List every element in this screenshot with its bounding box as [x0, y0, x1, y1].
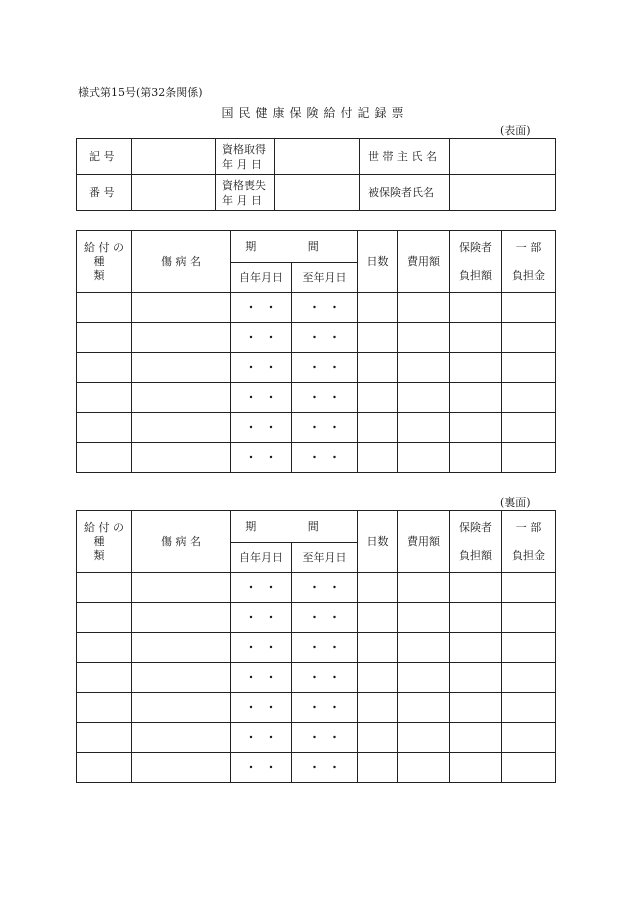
- date-separator: ・: [329, 700, 340, 714]
- col-partial-payment: 一 部 負担金: [502, 511, 556, 573]
- benefit-type-cell[interactable]: [77, 353, 132, 383]
- disease-name-cell[interactable]: [132, 693, 231, 723]
- benefit-type-cell[interactable]: [77, 413, 132, 443]
- cost-cell[interactable]: [398, 323, 450, 353]
- insurer-share-cell[interactable]: [450, 573, 502, 603]
- label-bango: 番 号: [77, 175, 132, 211]
- label-kigo: 記 号: [77, 139, 132, 175]
- to-date-cell[interactable]: [292, 753, 358, 783]
- benefit-type-cell[interactable]: [77, 663, 132, 693]
- table-row: [77, 383, 556, 413]
- partial-payment-cell[interactable]: [502, 753, 556, 783]
- from-date-cell[interactable]: [231, 603, 292, 633]
- table-row: [77, 633, 556, 663]
- cost-cell[interactable]: [398, 723, 450, 753]
- disease-name-cell[interactable]: [132, 573, 231, 603]
- col-from-date: 自年月日: [231, 543, 292, 573]
- cost-cell[interactable]: [398, 383, 450, 413]
- to-date-cell[interactable]: [292, 723, 358, 753]
- date-separator: ・: [329, 450, 340, 464]
- benefit-type-cell[interactable]: [77, 383, 132, 413]
- to-date-cell[interactable]: [292, 693, 358, 723]
- date-separator: ・: [265, 450, 277, 464]
- insurer-share-cell[interactable]: [450, 693, 502, 723]
- label-insured: 被保険者氏名: [360, 175, 450, 211]
- insurer-share-cell[interactable]: [450, 293, 502, 323]
- disease-name-cell[interactable]: [132, 663, 231, 693]
- table-row: [77, 323, 556, 353]
- benefit-table-front-body: [77, 231, 556, 473]
- cost-cell[interactable]: [398, 413, 450, 443]
- from-date-cell[interactable]: [231, 323, 292, 353]
- label-lost-date: 資格喪失 年 月 日: [216, 175, 275, 211]
- to-date-cell[interactable]: [292, 323, 358, 353]
- partial-payment-cell[interactable]: [502, 323, 556, 353]
- cost-cell[interactable]: [398, 753, 450, 783]
- side-label-front: (表面): [500, 124, 531, 137]
- date-separator: ・: [309, 330, 320, 344]
- to-date-cell[interactable]: [292, 413, 358, 443]
- col-days: 日数: [358, 511, 398, 573]
- col-insurer-share: 保険者 負担額: [450, 511, 502, 573]
- date-separator: ・: [265, 330, 277, 344]
- table-row: [77, 443, 556, 473]
- partial-payment-cell[interactable]: [502, 443, 556, 473]
- table-row: [77, 413, 556, 443]
- date-separator: ・: [309, 640, 320, 654]
- date-separator: ・: [309, 360, 320, 374]
- date-separator: ・: [245, 730, 257, 744]
- col-partial-payment: 一 部 負担金: [502, 231, 556, 293]
- date-separator: ・: [309, 580, 320, 594]
- insurer-share-cell[interactable]: [450, 723, 502, 753]
- date-separator: ・: [309, 390, 320, 404]
- insured-value-cell[interactable]: [450, 175, 556, 211]
- date-separator: ・: [245, 610, 257, 624]
- to-date-cell[interactable]: [292, 353, 358, 383]
- days-cell[interactable]: [358, 293, 398, 323]
- from-date-cell[interactable]: [231, 753, 292, 783]
- cost-cell[interactable]: [398, 573, 450, 603]
- date-separator: ・: [265, 700, 277, 714]
- to-date-cell[interactable]: [292, 383, 358, 413]
- col-benefit-type: 給 付 の 種 類: [77, 231, 132, 293]
- date-separator: ・: [265, 670, 277, 684]
- insurer-share-cell[interactable]: [450, 663, 502, 693]
- date-separator: ・: [265, 760, 277, 774]
- days-cell[interactable]: [358, 663, 398, 693]
- date-separator: ・: [265, 730, 277, 744]
- disease-name-cell[interactable]: [132, 633, 231, 663]
- to-date-cell[interactable]: [292, 443, 358, 473]
- cost-cell[interactable]: [398, 603, 450, 633]
- benefit-type-cell[interactable]: [77, 573, 132, 603]
- days-cell[interactable]: [358, 353, 398, 383]
- col-cost: 費用額: [398, 511, 450, 573]
- col-period: 期 間: [231, 231, 358, 263]
- date-separator: ・: [309, 760, 320, 774]
- from-date-cell[interactable]: [231, 293, 292, 323]
- insurer-share-cell[interactable]: [450, 323, 502, 353]
- partial-payment-cell[interactable]: [502, 293, 556, 323]
- date-separator: ・: [329, 360, 340, 374]
- acquired-date-cell[interactable]: [275, 139, 360, 175]
- partial-payment-cell[interactable]: [502, 693, 556, 723]
- date-separator: ・: [329, 580, 340, 594]
- table-row: [77, 693, 556, 723]
- label-householder: 世 帯 主 氏 名: [360, 139, 450, 175]
- date-separator: ・: [309, 730, 320, 744]
- benefit-table-back-body: [77, 511, 556, 783]
- days-cell[interactable]: [358, 693, 398, 723]
- date-separator: ・: [245, 580, 257, 594]
- to-date-cell[interactable]: [292, 663, 358, 693]
- date-separator: ・: [329, 420, 340, 434]
- benefit-type-cell[interactable]: [77, 443, 132, 473]
- kigo-value-cell[interactable]: [132, 139, 216, 175]
- bango-value-cell[interactable]: [132, 175, 216, 211]
- disease-name-cell[interactable]: [132, 353, 231, 383]
- table-row: [77, 573, 556, 603]
- benefit-table-front: [76, 230, 556, 473]
- date-separator: ・: [265, 580, 277, 594]
- from-date-cell[interactable]: [231, 353, 292, 383]
- days-cell[interactable]: [358, 573, 398, 603]
- disease-name-cell[interactable]: [132, 443, 231, 473]
- date-separator: ・: [309, 670, 320, 684]
- benefit-type-cell[interactable]: [77, 323, 132, 353]
- col-from-date: 自年月日: [231, 263, 292, 293]
- lost-date-cell[interactable]: [275, 175, 360, 211]
- date-separator: ・: [265, 640, 277, 654]
- label-acquired-date: 資格取得 年 月 日: [216, 139, 275, 175]
- col-disease-name: 傷 病 名: [132, 511, 231, 573]
- insurer-share-cell[interactable]: [450, 753, 502, 783]
- benefit-type-cell[interactable]: [77, 603, 132, 633]
- days-cell[interactable]: [358, 633, 398, 663]
- col-period: 期 間: [231, 511, 358, 543]
- side-label-back: (裏面): [500, 496, 531, 509]
- disease-name-cell[interactable]: [132, 603, 231, 633]
- page-title: 国民健康保険給付記録票: [221, 106, 409, 120]
- date-separator: ・: [245, 330, 257, 344]
- table-row: [77, 353, 556, 383]
- date-separator: ・: [309, 450, 320, 464]
- from-date-cell[interactable]: [231, 383, 292, 413]
- householder-value-cell[interactable]: [450, 139, 556, 175]
- partial-payment-cell[interactable]: [502, 723, 556, 753]
- date-separator: ・: [329, 300, 340, 314]
- date-separator: ・: [329, 640, 340, 654]
- to-date-cell[interactable]: [292, 633, 358, 663]
- disease-name-cell[interactable]: [132, 323, 231, 353]
- date-separator: ・: [245, 450, 257, 464]
- date-separator: ・: [245, 390, 257, 404]
- disease-name-cell[interactable]: [132, 723, 231, 753]
- table-row: [77, 723, 556, 753]
- days-cell[interactable]: [358, 723, 398, 753]
- from-date-cell[interactable]: [231, 663, 292, 693]
- cost-cell[interactable]: [398, 693, 450, 723]
- benefit-type-cell[interactable]: [77, 293, 132, 323]
- date-separator: ・: [329, 670, 340, 684]
- date-separator: ・: [329, 730, 340, 744]
- date-separator: ・: [245, 300, 257, 314]
- cost-cell[interactable]: [398, 353, 450, 383]
- table-row: [77, 753, 556, 783]
- days-cell[interactable]: [358, 753, 398, 783]
- partial-payment-cell[interactable]: [502, 413, 556, 443]
- date-separator: ・: [309, 420, 320, 434]
- benefit-type-cell[interactable]: [77, 693, 132, 723]
- col-insurer-share: 保険者 負担額: [450, 231, 502, 293]
- date-separator: ・: [245, 670, 257, 684]
- partial-payment-cell[interactable]: [502, 663, 556, 693]
- benefit-type-cell[interactable]: [77, 633, 132, 663]
- date-separator: ・: [329, 760, 340, 774]
- benefit-table-back: [76, 510, 556, 783]
- from-date-cell[interactable]: [231, 413, 292, 443]
- col-to-date: 至年月日: [292, 543, 358, 573]
- to-date-cell[interactable]: [292, 293, 358, 323]
- date-separator: ・: [265, 390, 277, 404]
- date-separator: ・: [309, 300, 320, 314]
- insurer-share-cell[interactable]: [450, 633, 502, 663]
- date-separator: ・: [245, 420, 257, 434]
- date-separator: ・: [265, 360, 277, 374]
- from-date-cell[interactable]: [231, 443, 292, 473]
- cost-cell[interactable]: [398, 633, 450, 663]
- cost-cell[interactable]: [398, 443, 450, 473]
- col-cost: 費用額: [398, 231, 450, 293]
- days-cell[interactable]: [358, 383, 398, 413]
- benefit-type-cell[interactable]: [77, 753, 132, 783]
- to-date-cell[interactable]: [292, 573, 358, 603]
- form-number: 様式第15号(第32条関係): [78, 86, 203, 99]
- date-separator: ・: [329, 330, 340, 344]
- days-cell[interactable]: [358, 413, 398, 443]
- date-separator: ・: [329, 390, 340, 404]
- days-cell[interactable]: [358, 603, 398, 633]
- date-separator: ・: [245, 640, 257, 654]
- days-cell[interactable]: [358, 443, 398, 473]
- date-separator: ・: [309, 700, 320, 714]
- date-separator: ・: [265, 610, 277, 624]
- date-separator: ・: [265, 300, 277, 314]
- partial-payment-cell[interactable]: [502, 573, 556, 603]
- date-separator: ・: [265, 420, 277, 434]
- to-date-cell[interactable]: [292, 603, 358, 633]
- date-separator: ・: [309, 610, 320, 624]
- benefit-type-cell[interactable]: [77, 723, 132, 753]
- insurer-share-cell[interactable]: [450, 443, 502, 473]
- from-date-cell[interactable]: [231, 693, 292, 723]
- table-row: [77, 663, 556, 693]
- partial-payment-cell[interactable]: [502, 353, 556, 383]
- date-separator: ・: [329, 610, 340, 624]
- from-date-cell[interactable]: [231, 633, 292, 663]
- table-row: [77, 603, 556, 633]
- from-date-cell[interactable]: [231, 573, 292, 603]
- from-date-cell[interactable]: [231, 723, 292, 753]
- col-disease-name: 傷 病 名: [132, 231, 231, 293]
- days-cell[interactable]: [358, 323, 398, 353]
- header-table: [76, 138, 556, 211]
- cost-cell[interactable]: [398, 663, 450, 693]
- disease-name-cell[interactable]: [132, 383, 231, 413]
- date-separator: ・: [245, 700, 257, 714]
- disease-name-cell[interactable]: [132, 753, 231, 783]
- date-separator: ・: [245, 760, 257, 774]
- insurer-share-cell[interactable]: [450, 603, 502, 633]
- disease-name-cell[interactable]: [132, 413, 231, 443]
- partial-payment-cell[interactable]: [502, 603, 556, 633]
- date-separator: ・: [245, 360, 257, 374]
- col-days: 日数: [358, 231, 398, 293]
- partial-payment-cell[interactable]: [502, 383, 556, 413]
- table-row: [77, 293, 556, 323]
- insurer-share-cell[interactable]: [450, 353, 502, 383]
- col-to-date: 至年月日: [292, 263, 358, 293]
- partial-payment-cell[interactable]: [502, 633, 556, 663]
- insurer-share-cell[interactable]: [450, 413, 502, 443]
- col-benefit-type: 給 付 の 種 類: [77, 511, 132, 573]
- disease-name-cell[interactable]: [132, 293, 231, 323]
- cost-cell[interactable]: [398, 293, 450, 323]
- insurer-share-cell[interactable]: [450, 383, 502, 413]
